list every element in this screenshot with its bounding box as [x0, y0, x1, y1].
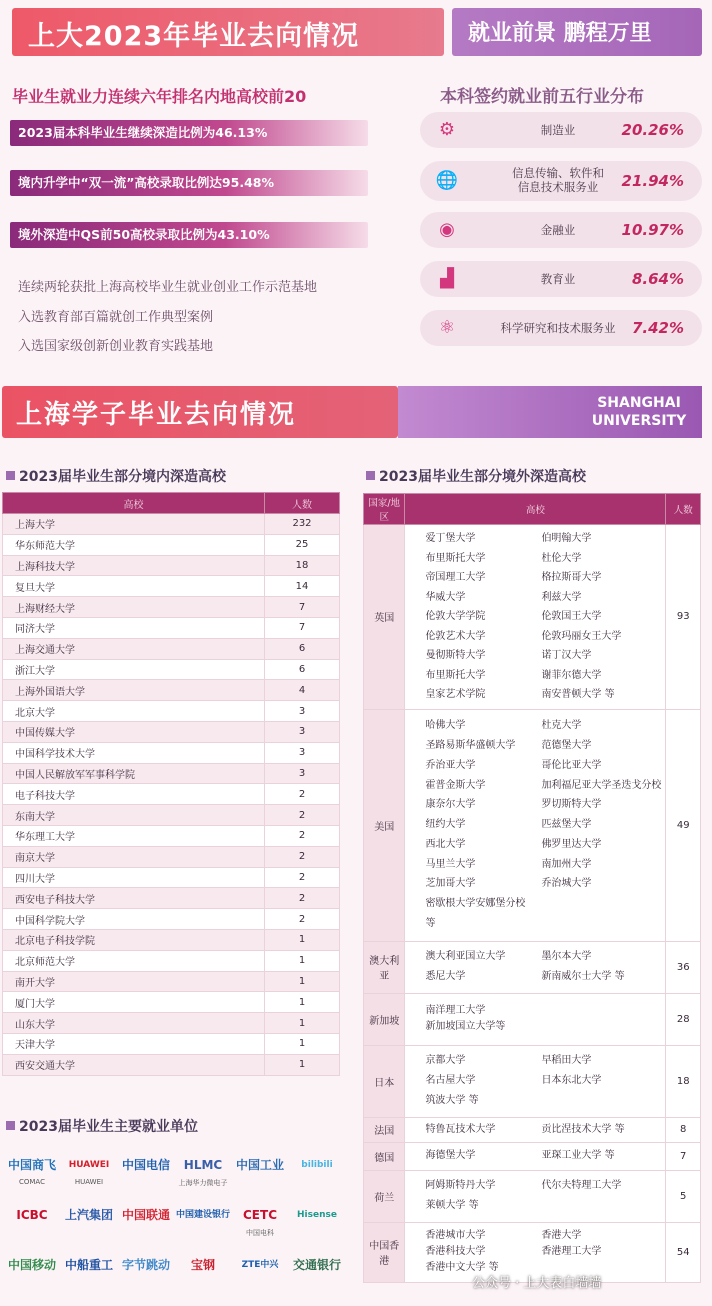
university-name: 北京电子科技学院: [3, 929, 265, 950]
employer-logo: [289, 1202, 345, 1228]
table-row: [3, 1013, 340, 1034]
student-count: 3: [265, 701, 340, 722]
header-slogan: 就业前景 鹏程万里: [468, 21, 652, 46]
employer-logos: [0, 1152, 350, 1302]
building-icon: ▟: [440, 268, 454, 289]
university-name: 上海科技大学: [3, 555, 265, 576]
university-name: 伦敦大学学院: [425, 611, 486, 622]
university-name: 哈佛大学: [425, 720, 466, 732]
table-row: [3, 784, 340, 805]
industry-name: 信息传输、软件和 信息技术服务业: [512, 166, 604, 194]
university-name: [541, 1003, 661, 1019]
student-count: 28: [666, 993, 701, 1045]
university-name: 南开大学: [3, 971, 265, 992]
column-header: 人数: [666, 494, 701, 525]
student-count: 1: [265, 971, 340, 992]
table-row: [3, 867, 340, 888]
student-count: 1: [265, 1013, 340, 1034]
university-name: 京都大学: [425, 1055, 466, 1066]
university-name: 中国传媒大学: [3, 721, 265, 742]
student-count: 49: [666, 709, 701, 941]
university-name: 北京师范大学: [3, 950, 265, 971]
university-name: 澳大利亚国立大学: [425, 951, 506, 962]
table-row: [364, 1142, 701, 1170]
table-row: [3, 659, 340, 680]
university-name: 范德堡大学: [541, 739, 592, 751]
university-name: 格拉斯哥大学: [541, 572, 602, 583]
column-header: 高校: [405, 494, 666, 525]
student-count: 8: [666, 1117, 701, 1142]
globe-icon: 🌐: [435, 170, 459, 191]
university-name: 南加州大学: [541, 858, 592, 870]
abroad-table-body: [364, 525, 701, 1283]
table-row: [3, 971, 340, 992]
section-title: 上海学子毕业去向情况: [16, 400, 297, 430]
universities-cell: [405, 1170, 666, 1222]
employer-logo: [61, 1152, 117, 1186]
university-name: 中国科学院大学: [3, 909, 265, 930]
employer-logo: [175, 1252, 231, 1278]
industry-percent: 20.26%: [621, 121, 684, 139]
university-name: 上海外国语大学: [3, 680, 265, 701]
university-name: 皇家艺术学院: [425, 689, 486, 700]
employer-logo-mark: 中国电信: [121, 1158, 170, 1172]
table-row: [3, 929, 340, 950]
stat-bar-further-study: 2023届本科毕业生继续深造比例为46.13%: [10, 120, 368, 146]
student-count: 6: [265, 638, 340, 659]
university-name: 东南大学: [3, 805, 265, 826]
country-cell: 英国: [364, 525, 405, 710]
industry-percent: 10.97%: [621, 221, 684, 239]
employer-logo-mark: CETC: [243, 1208, 277, 1222]
student-count: 7: [265, 597, 340, 618]
student-count: 1: [265, 1033, 340, 1054]
employer-logo-mark: 中国商飞: [7, 1158, 56, 1172]
university-name: 杜克大学: [541, 720, 582, 732]
table-row: [364, 1170, 701, 1222]
table-row: [3, 805, 340, 826]
university-name: 罗切斯特大学: [541, 799, 602, 811]
university-name: 杜伦大学: [541, 552, 582, 564]
university-name: 南安普顿大学 等: [541, 689, 615, 700]
table-row: [3, 617, 340, 638]
honor-note: 入选国家级创新创业教育实践基地: [18, 339, 214, 354]
industry-name: 金融业: [540, 223, 576, 237]
industry-percent: 7.42%: [631, 319, 684, 337]
employer-logo: [118, 1252, 174, 1278]
employer-logo: [232, 1152, 288, 1178]
employer-logo-caption: 中国电科: [246, 1229, 274, 1237]
table-row: [3, 825, 340, 846]
industry-item: [420, 310, 702, 346]
university-name: 新南威尔士大学 等: [541, 971, 625, 982]
university-name: 天津大学: [3, 1033, 265, 1054]
university-name: 同济大学: [3, 617, 265, 638]
industry-item: [420, 212, 702, 248]
university-name: 谢菲尔德大学: [541, 669, 602, 681]
table-row: [3, 846, 340, 867]
university-name: 利兹大学: [541, 591, 582, 603]
stat-bar-double-first-class: 境内升学中“双一流”高校录取比例达95.48%: [10, 170, 368, 196]
university-name: 布里斯托大学: [425, 552, 486, 564]
university-name: 上海大学: [3, 514, 265, 535]
university-name: 香港理工大学: [541, 1246, 602, 1257]
table-row: [3, 555, 340, 576]
industry-name: 科学研究和技术服务业: [500, 321, 616, 335]
table-row: [364, 709, 701, 941]
university-name: 中国人民解放军军事科学院: [3, 763, 265, 784]
domestic-table-title-text: 2023届毕业生部分境内深造高校: [19, 469, 226, 485]
university-name: 曼彻斯特大学: [425, 650, 486, 661]
table-row: [3, 597, 340, 618]
student-count: 36: [666, 941, 701, 993]
university-name: 密歇根大学安娜堡分校 等: [425, 898, 526, 930]
university-name: 布里斯托大学: [425, 669, 486, 681]
university-english-line: UNIVERSITY: [591, 413, 687, 429]
bullet-square-icon: [6, 1121, 15, 1130]
student-count: 2: [265, 888, 340, 909]
university-name: 香港科技大学: [425, 1246, 486, 1257]
student-count: 2: [265, 825, 340, 846]
employer-logo: [232, 1252, 288, 1278]
industry-percent: 8.64%: [631, 270, 684, 288]
student-count: 1: [265, 1054, 340, 1075]
university-name: 南洋理工大学: [425, 1005, 486, 1016]
country-cell: 德国: [364, 1142, 405, 1170]
country-cell: 美国: [364, 709, 405, 941]
page-title: 上大2023年毕业去向情况: [28, 21, 360, 52]
industry-item: [420, 112, 702, 148]
employers-title-text: 2023届毕业生主要就业单位: [19, 1119, 198, 1135]
employer-logo-mark: Hisense: [297, 1210, 337, 1220]
university-name: 亚琛工业大学 等: [541, 1150, 615, 1161]
table-row: [364, 525, 701, 710]
employer-logo-mark: 中国建设银行: [175, 1210, 230, 1220]
universities-cell: [405, 941, 666, 993]
university-name: 纽约大学: [425, 819, 466, 831]
university-name: 康奈尔大学: [425, 799, 476, 811]
watermark: 公众号 · 上大表白墙墙: [472, 1276, 602, 1291]
employer-logo-mark: 字节跳动: [121, 1258, 170, 1272]
university-name: 西北大学: [425, 838, 466, 850]
university-grid: [409, 1122, 661, 1138]
student-count: 3: [265, 763, 340, 784]
industry-item: [420, 261, 702, 297]
employer-logo-caption: 上海华力微电子: [178, 1179, 228, 1187]
domestic-table-title: [6, 466, 226, 486]
gear-icon: ⚙: [438, 119, 456, 140]
atom-icon: ⚛: [438, 317, 456, 338]
university-name: 伯明翰大学: [541, 533, 592, 544]
university-name: 早稻田大学: [541, 1055, 592, 1066]
university-grid: [409, 529, 661, 705]
student-count: 2: [265, 867, 340, 888]
university-name: 乔治亚大学: [425, 759, 476, 771]
university-name: 西安电子科技大学: [3, 888, 265, 909]
university-name: 山东大学: [3, 1013, 265, 1034]
table-row: [3, 950, 340, 971]
table-row: [3, 680, 340, 701]
student-count: 1: [265, 929, 340, 950]
industry-section-title: 本科签约就业前五行业分布: [440, 87, 644, 107]
employer-logo: [232, 1202, 288, 1238]
university-name: 复旦大学: [3, 576, 265, 597]
table-row: [3, 992, 340, 1013]
employer-logo-caption: HUAWEI: [74, 1178, 104, 1186]
university-grid: [409, 1176, 661, 1216]
university-grid: [409, 1051, 661, 1111]
universities-cell: [405, 993, 666, 1045]
universities-cell: [405, 709, 666, 941]
country-cell: 澳大利亚: [364, 941, 405, 993]
employer-logo-mark: 交通银行: [292, 1258, 341, 1272]
industry-name: 制造业: [540, 123, 576, 137]
employer-logo-mark: 中国移动: [7, 1258, 56, 1272]
university-english-line: SHANGHAI: [597, 395, 681, 411]
university-grid: [409, 1003, 661, 1035]
table-row: [3, 1033, 340, 1054]
university-name: 华东理工大学: [3, 825, 265, 846]
table-row: [3, 742, 340, 763]
employer-logo: [289, 1152, 345, 1178]
stat-bar-qs-top50: 境外深造中QS前50高校录取比例为43.10%: [10, 222, 368, 248]
university-name: 爱丁堡大学: [425, 533, 476, 544]
university-grid: [409, 1148, 661, 1164]
country-cell: 日本: [364, 1045, 405, 1117]
employer-logo-mark: bilibili: [301, 1160, 333, 1170]
table-row: [3, 638, 340, 659]
student-count: 5: [666, 1170, 701, 1222]
student-count: 7: [265, 617, 340, 638]
university-name: 芝加哥大学: [425, 878, 476, 890]
coins-icon: ◉: [439, 219, 455, 240]
employer-logo: [175, 1152, 231, 1188]
university-name: 贡比涅技术大学 等: [541, 1123, 625, 1135]
university-name: 香港城市大学: [425, 1230, 486, 1241]
university-name: 筑波大学 等: [425, 1095, 479, 1106]
student-count: 7: [666, 1142, 701, 1170]
employer-logo-caption: COMAC: [19, 1178, 45, 1186]
student-count: 14: [265, 576, 340, 597]
domestic-universities-table: [2, 492, 340, 1076]
student-count: 6: [265, 659, 340, 680]
ranking-headline: 毕业生就业力连续六年排名内地高校前20: [12, 87, 307, 106]
employer-logo: [4, 1152, 60, 1186]
table-row: [3, 763, 340, 784]
university-name: 特鲁瓦技术大学: [425, 1123, 496, 1135]
domestic-table-body: [3, 514, 340, 1076]
employer-logo: [118, 1152, 174, 1178]
employer-logo-mark: 中国联通: [121, 1208, 170, 1222]
student-count: 54: [666, 1222, 701, 1282]
student-count: 18: [666, 1045, 701, 1117]
university-name: 霍普金斯大学: [425, 779, 486, 791]
universities-cell: [405, 1045, 666, 1117]
industry-item: [420, 161, 702, 201]
university-name: 乔治城大学: [541, 878, 592, 890]
university-name: 电子科技大学: [3, 784, 265, 805]
industry-percent: 21.94%: [621, 172, 684, 190]
university-name: 阿姆斯特丹大学: [425, 1180, 496, 1191]
employer-logo: [289, 1252, 345, 1278]
university-name: 加利福尼亚大学圣迭戈分校: [541, 779, 662, 791]
student-count: 2: [265, 846, 340, 867]
student-count: 2: [265, 805, 340, 826]
abroad-table-title-text: 2023届毕业生部分境外深造高校: [379, 469, 586, 485]
student-count: 3: [265, 721, 340, 742]
table-row: [3, 701, 340, 722]
university-grid: [409, 716, 661, 934]
university-name: 浙江大学: [3, 659, 265, 680]
university-name: 西安交通大学: [3, 1054, 265, 1075]
university-name: 四川大学: [3, 867, 265, 888]
table-row: [3, 909, 340, 930]
university-name: 上海财经大学: [3, 597, 265, 618]
university-grid: [409, 947, 661, 987]
university-name: 伦敦艺术大学: [425, 630, 486, 642]
employer-logo-mark: ZTE中兴: [241, 1260, 279, 1270]
university-name: 伦敦国王大学: [541, 611, 602, 622]
university-name: 香港大学: [541, 1230, 582, 1241]
employer-logo-mark: ICBC: [16, 1208, 48, 1222]
bullet-square-icon: [366, 471, 375, 480]
employer-logo: [175, 1202, 231, 1228]
employer-logo: [4, 1202, 60, 1228]
column-header: 高校: [3, 493, 265, 514]
table-row: [364, 1045, 701, 1117]
table-row: [3, 1054, 340, 1075]
student-count: 4: [265, 680, 340, 701]
table-row: [364, 941, 701, 993]
university-name: 北京大学: [3, 701, 265, 722]
employer-logo: [61, 1202, 117, 1228]
student-count: 2: [265, 909, 340, 930]
university-name: 伦敦玛丽女王大学: [541, 630, 622, 642]
student-count: 1: [265, 950, 340, 971]
employer-logo-mark: 中船重工: [64, 1258, 113, 1272]
employer-logo-mark: 中国工业: [235, 1158, 284, 1172]
university-name: 佛罗里达大学: [541, 838, 602, 850]
university-english-name: [582, 394, 696, 430]
universities-cell: [405, 1117, 666, 1142]
university-name: 海德堡大学: [425, 1150, 476, 1161]
university-name: 墨尔本大学: [541, 951, 592, 962]
university-name: 南京大学: [3, 846, 265, 867]
university-name: 悉尼大学: [425, 971, 466, 982]
university-name: 香港中文大学 等: [425, 1262, 499, 1273]
student-count: 3: [265, 742, 340, 763]
university-name: 匹兹堡大学: [541, 819, 592, 831]
abroad-universities-table: [363, 493, 701, 1283]
bullet-square-icon: [6, 471, 15, 480]
honor-note: 入选教育部百篇就创工作典型案例: [18, 310, 214, 325]
country-cell: 荷兰: [364, 1170, 405, 1222]
table-row: [3, 514, 340, 535]
table-row: [364, 1117, 701, 1142]
table-row: [3, 576, 340, 597]
abroad-table-title: [366, 466, 586, 486]
universities-cell: [405, 525, 666, 710]
employers-title: [6, 1116, 198, 1136]
country-cell: 新加坡: [364, 993, 405, 1045]
university-name: 莱顿大学 等: [425, 1200, 479, 1211]
honor-note: 连续两轮获批上海高校毕业生就业创业工作示范基地: [18, 280, 318, 295]
country-cell: 法国: [364, 1117, 405, 1142]
university-name: 上海交通大学: [3, 638, 265, 659]
table-row: [3, 888, 340, 909]
student-count: 1: [265, 992, 340, 1013]
employer-logo: [61, 1252, 117, 1278]
university-name: 圣路易斯华盛顿大学: [425, 739, 516, 751]
employer-logo: [4, 1252, 60, 1278]
table-row: [3, 721, 340, 742]
employer-logo-mark: HUAWEI: [68, 1160, 110, 1170]
column-header: 人数: [265, 493, 340, 514]
student-count: 2: [265, 784, 340, 805]
university-name: 哥伦比亚大学: [541, 759, 602, 771]
university-name: 马里兰大学: [425, 858, 476, 870]
student-count: 93: [666, 525, 701, 710]
university-name: 诺丁汉大学: [541, 650, 592, 661]
student-count: 18: [265, 555, 340, 576]
industry-name: 教育业: [540, 272, 576, 286]
universities-cell: [405, 1142, 666, 1170]
student-count: 232: [265, 514, 340, 535]
employer-logo-mark: HLMC: [183, 1158, 223, 1172]
column-header: 国家/地区: [364, 494, 405, 525]
student-count: 25: [265, 534, 340, 555]
employer-logo-mark: 宝钢: [190, 1258, 215, 1272]
university-name: 华东师范大学: [3, 534, 265, 555]
university-name: 新加坡国立大学等: [425, 1021, 506, 1032]
university-name: 名古屋大学: [425, 1075, 476, 1086]
employer-logo-mark: 上汽集团: [64, 1208, 113, 1222]
table-row: [364, 993, 701, 1045]
employer-logo: [118, 1202, 174, 1228]
university-name: 厦门大学: [3, 992, 265, 1013]
table-row: [3, 534, 340, 555]
university-name: 日本东北大学: [541, 1075, 602, 1086]
university-name: 帝国理工大学: [425, 572, 486, 583]
university-name: 代尔夫特理工大学: [541, 1180, 622, 1191]
university-name: 华威大学: [425, 591, 466, 603]
country-cell: 中国香港: [364, 1222, 405, 1282]
university-grid: [409, 1228, 661, 1276]
university-name: 中国科学技术大学: [3, 742, 265, 763]
